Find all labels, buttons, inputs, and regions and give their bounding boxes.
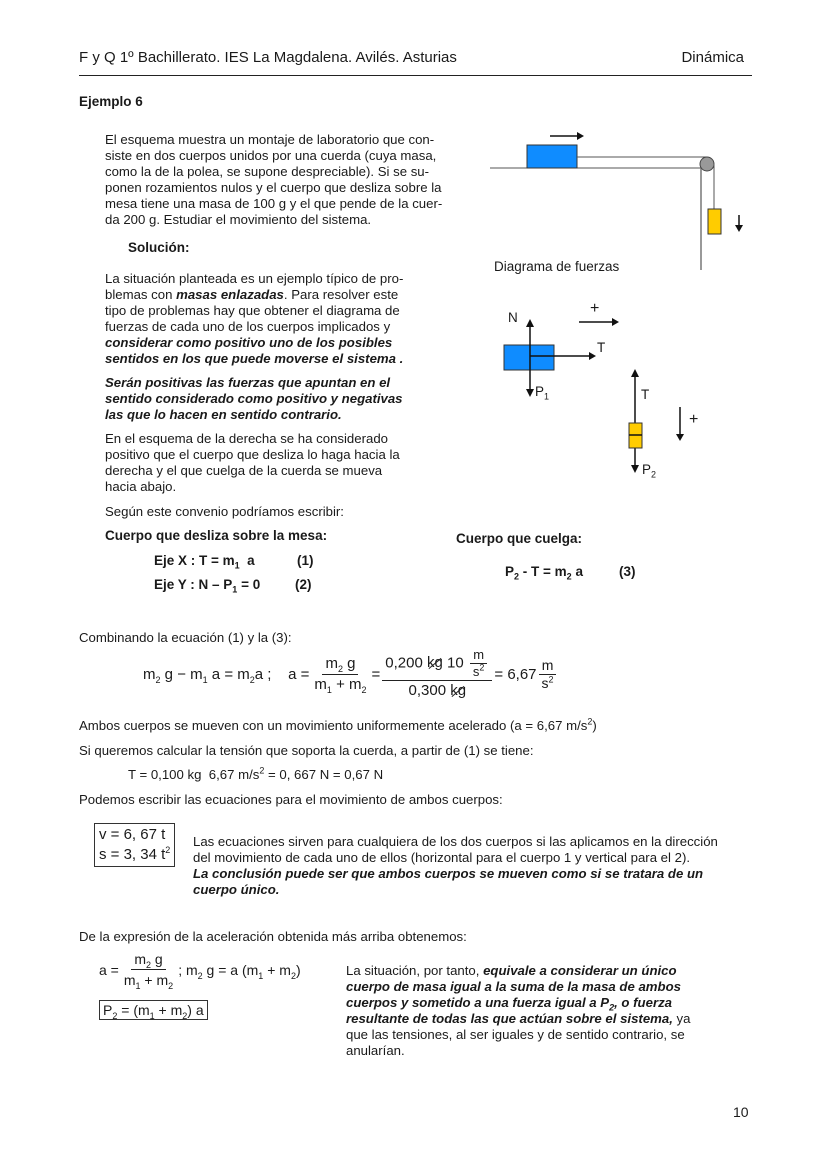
statement-line: El esquema muestra un montaje de laboratorio que con- (105, 132, 435, 147)
acceleration-result: 6,67 (507, 665, 537, 683)
text-line: En el esquema de la derecha se ha considerado (105, 431, 388, 446)
text-line: tipo de problemas hay que obtener el diagrama de (105, 303, 400, 318)
text: Ambos cuerpos se mueven con un movimiento uniformemente acelerado (a = 6,67 m/s (79, 718, 588, 733)
tension1-arrow-icon (589, 352, 596, 360)
text-line: La conclusión puede ser que ambos cuerpos se mueven como si se tratara de un (193, 866, 704, 881)
text-line: sentido considerado como positivo y negativas (105, 391, 403, 406)
equation-2-number: (2) (295, 577, 312, 592)
body2-label: Cuerpo que cuelga: (456, 531, 583, 546)
sliding-block (527, 145, 577, 168)
force-diagram (495, 295, 725, 485)
text-line (346, 995, 756, 1011)
text-line: derecha y el que cuelga de la cuerda se mueva (105, 463, 383, 478)
lab-setup-diagram (485, 120, 760, 280)
text: s = 3, 34 t (99, 846, 166, 863)
text-line: positivo que el cuerpo que desliza lo haga hacia la (105, 447, 400, 462)
statement-line: como la de la polea, se supone despreciable). Si se su- (105, 164, 430, 179)
text-line: La situación planteada es un ejemplo típico de pro- (105, 271, 404, 286)
text: . Para resolver este (283, 287, 399, 302)
text: - T = m (519, 564, 567, 579)
solution-label: Solución: (128, 240, 190, 255)
body1-label: Cuerpo que desliza sobre la mesa: (105, 528, 328, 543)
header-rule (79, 75, 752, 76)
text-line: del movimiento de cada uno de ellos (horizontal para el cuerpo 1 y vertical para el 2). (193, 850, 691, 865)
label-P1 (535, 384, 550, 402)
label-plus-x: + (590, 300, 600, 317)
text-line: cuerpo único. (193, 882, 280, 897)
combination-intro: Combinando la ecuación (1) y la (3): (79, 630, 292, 645)
pulley-icon (700, 157, 714, 171)
text-line: cuerpo de masa igual a la suma de la masa de ambos (346, 979, 681, 994)
text: , o fuerza (614, 995, 672, 1010)
explanation-p4: Según este convenio podríamos escribir: (105, 504, 344, 519)
text: ) (592, 718, 597, 733)
text: = 0 (237, 577, 261, 592)
text: P (535, 384, 545, 399)
normal-arrow-icon (526, 319, 534, 327)
explanation-p2 (105, 375, 475, 423)
math-text: $m_2$ $g - m_1$ $a = m_2a$ ; a = (143, 665, 310, 685)
example-title: Ejemplo 6 (79, 94, 143, 109)
explanation-p1 (105, 271, 475, 367)
emphasis: masas enlazadas (176, 287, 284, 302)
fraction-numeric: 0,200 kg 10 $\frac{m}{s^2}$ 0,300 kg (382, 648, 492, 700)
label-T1: T (597, 340, 606, 355)
subscript: 2 (609, 1002, 615, 1013)
subscript: 1 (232, 584, 238, 595)
text: T = 0,100 kg 6,67 m/s (128, 767, 260, 782)
equals: = (371, 665, 381, 683)
text: = 0, 667 N = 0,67 N (264, 767, 384, 782)
text-line (105, 287, 475, 303)
statement-line: mesa tiene una masa de 100 g y el que pende de la cuer- (105, 196, 443, 211)
positive-down-arrow-icon (676, 434, 684, 441)
label-N: N (508, 310, 518, 325)
final-derivation (99, 950, 301, 989)
tension2-arrow-icon (631, 369, 639, 377)
position-equation: s = 3, 34 $t^2$ (99, 845, 171, 863)
text: cuerpos y sometido a una fuerza igual a P (346, 995, 610, 1010)
text-line: que las tensiones, al ser iguales y de sentido contrario, se (346, 1027, 685, 1042)
math-text: ; $m_2$ g = a $(m_1 + m_2)$ (178, 961, 301, 981)
text-line: Serán positivas las fuerzas que apuntan en el (105, 375, 391, 390)
equation-2 (154, 577, 261, 595)
final-boxed-equation: $P_2 = (m_1 + m_2)$ a (99, 1000, 208, 1020)
down-arrow-icon (735, 225, 743, 232)
explanation-p3 (105, 431, 475, 495)
subscript: 2 (566, 571, 572, 582)
text: P (505, 564, 515, 579)
motion-equations-box (94, 823, 175, 867)
motion-intro: Podemos escribir las ecuaciones para el movimiento de ambos cuerpos: (79, 792, 503, 807)
weight1-arrow-icon (526, 389, 534, 397)
acceleration-derivation (143, 648, 559, 700)
unit: kg (450, 682, 467, 699)
subscript: 2 (651, 469, 657, 480)
text-line: considerar como positivo uno de los posibles (105, 335, 393, 350)
tension-intro: Si queremos calcular la tensión que soporta la cuerda, a partir de (1) se tiene: (79, 743, 534, 758)
equals: = (494, 665, 508, 683)
label-T2: T (641, 387, 650, 402)
label-P2 (642, 462, 657, 480)
page-number: 10 (733, 1104, 749, 1120)
text: blemas con (105, 287, 177, 302)
text: Eje Y : N – P (154, 577, 233, 592)
text-line: las que lo hacen en sentido contrario. (105, 407, 342, 422)
text: a (571, 564, 583, 579)
acceleration-statement: Ambos cuerpos se mueven con un movimiento uniformemente acelerado (a = 6,67 $m/s^2$) (79, 716, 597, 733)
equation-3 (505, 564, 583, 582)
subscript: 1 (234, 560, 240, 571)
equation-3-number: (3) (619, 564, 636, 579)
gravity-value: 10 (447, 654, 464, 672)
text-line (346, 963, 756, 979)
text: La situación, por tanto, (346, 963, 484, 978)
text: ya (672, 1011, 691, 1026)
motion-note (193, 834, 763, 898)
label-plus-y: + (689, 411, 699, 428)
diagram-caption: Diagrama de fuerzas (494, 259, 620, 274)
unit: kg (427, 654, 443, 672)
problem-statement (105, 132, 475, 228)
mass2-value: 0,200 (385, 654, 423, 672)
equation-1 (154, 553, 255, 571)
final-intro: De la expresión de la aceleración obtenida más arriba obtenemos: (79, 929, 467, 944)
subscript: 1 (544, 391, 550, 402)
fraction: $\frac{m_2 g}{m_1 + m_2}$ (314, 654, 367, 695)
hanging-block (708, 209, 721, 234)
final-conclusion (346, 963, 756, 1059)
total-mass-value: 0,300 (408, 682, 447, 699)
text-line: sentidos en los que puede moverse el sistema . (105, 351, 404, 366)
math-text: a = (99, 961, 119, 978)
statement-line: da 200 g. Estudiar el movimiento del sistema. (105, 212, 372, 227)
unit-fraction: $\frac{m}{s^2}$ (539, 658, 557, 691)
text-line (346, 1011, 756, 1027)
equation-1-number: (1) (297, 553, 314, 568)
text-line: fuerzas de cada uno de los cuerpos implicados y (105, 319, 391, 334)
header-right: Dinámica (681, 49, 744, 66)
fraction: $\frac{m_2 g}{m_1 + m_2}$ (123, 951, 174, 991)
text: a (239, 553, 255, 568)
subscript: 2 (514, 571, 520, 582)
text: P (642, 462, 652, 477)
velocity-equation: v = 6, 67 t (99, 826, 166, 843)
weight2-arrow-icon (631, 465, 639, 473)
text-line: anularían. (346, 1043, 405, 1058)
header-left: F y Q 1º Bachillerato. IES La Magdalena. Avilés. Asturias (79, 49, 457, 66)
text-line: hacia abajo. (105, 479, 177, 494)
statement-line: ponen rozamientos nulos y el cuerpo que desliza sobre la (105, 180, 442, 195)
text: Eje X : T = m (154, 553, 235, 568)
motion-arrow-icon (577, 132, 584, 140)
statement-line: siste en dos cuerpos unidos por una cuerda (cuya masa, (105, 148, 437, 163)
emphasis: equivale a considerar un único (483, 963, 677, 978)
emphasis: resultante de todas las que actúan sobre el sistema, (346, 1011, 673, 1026)
tension-equation: T = 0,100 kg 6,67 $m/s^2 = 0$, 667 N = 0,67 N (128, 765, 384, 782)
text-line: Las ecuaciones sirven para cualquiera de los dos cuerpos si las aplicamos en la dirección (193, 834, 718, 849)
